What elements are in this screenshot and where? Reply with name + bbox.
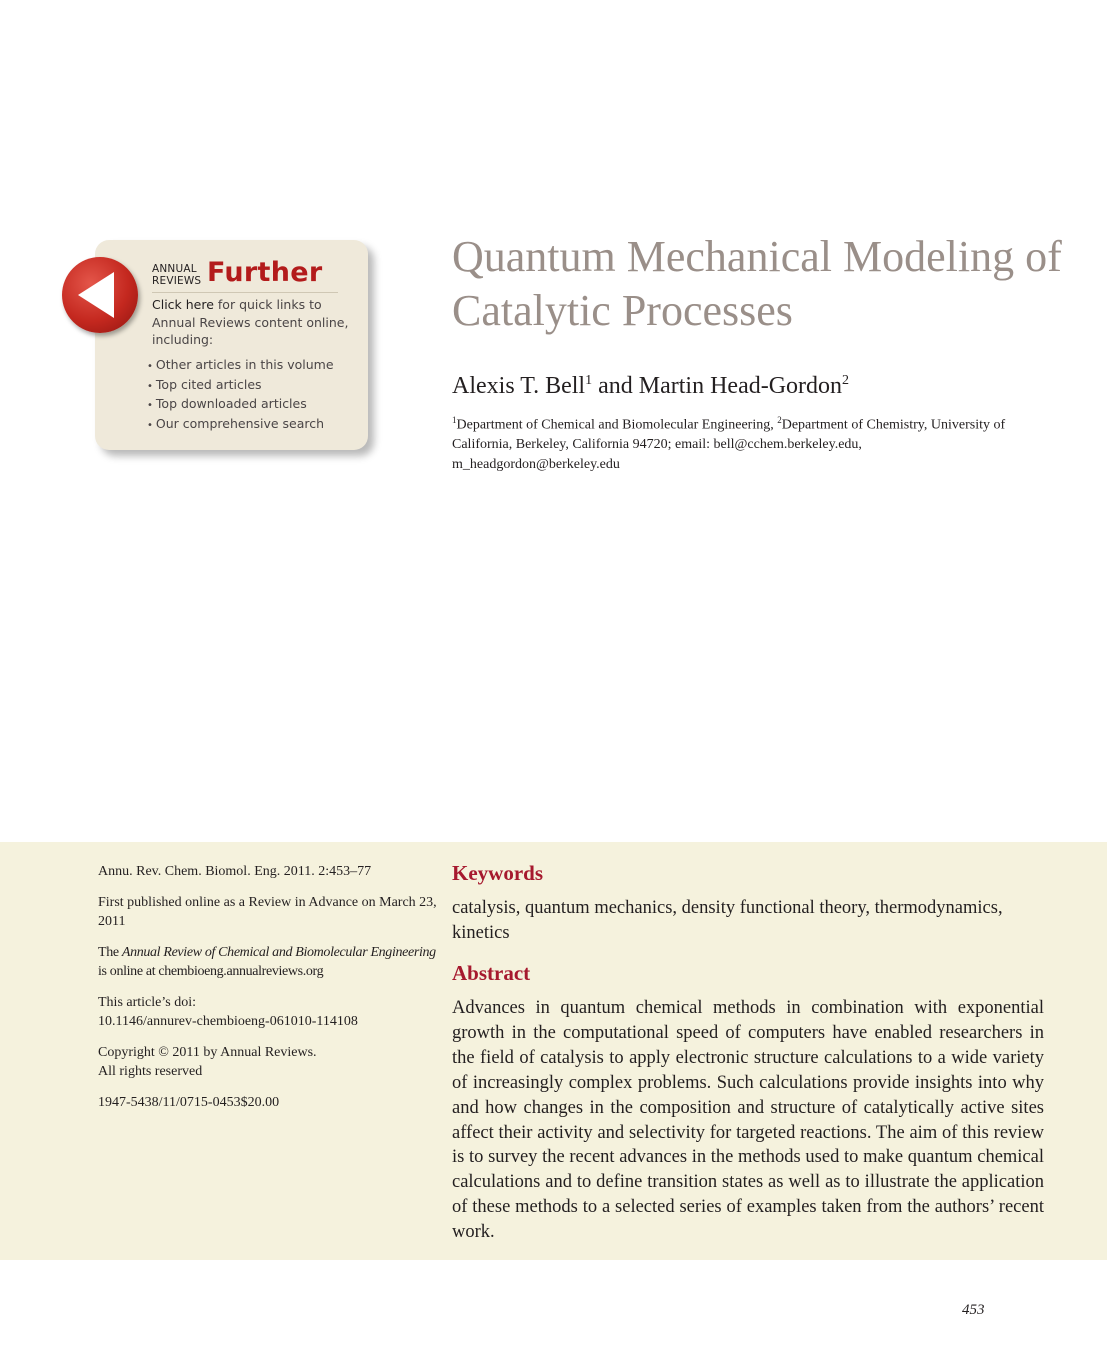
click-here-link[interactable]: Click here bbox=[152, 297, 214, 312]
affiliation-text: Department of Chemistry, University of California, Berkeley, California 94720; email: bell@cchem.berkeley.edu, m_headgordon@berkeley.edu bbox=[452, 417, 1006, 472]
journal-info bbox=[98, 943, 438, 981]
rights: All rights reserved bbox=[98, 1064, 203, 1079]
further-description-text: for quick links to Annual Reviews content online, including: bbox=[152, 297, 349, 347]
abstract-text: Advances in quantum chemical methods in combination with exponential growth in the computational speed of computers have enabled researchers in the field of catalysis to apply electronic structure calculations to a wide variety of increasingly complex problems. Such calculations provide insights into why and how changes in the composition and structure of catalytically active sites affect their activity and selectivity for targeted reactions. The aim of this review is to survey the recent advances in the methods used to make quantum chemical calculations and to define transition states as well as to illustrate the application of these methods to a selected series of examples taken from the authors’ recent work. bbox=[452, 998, 1044, 1243]
issn: 1947-5438/11/0715-0453$20.00 bbox=[98, 1095, 280, 1110]
further-link-item[interactable]: • Top downloaded articles bbox=[147, 395, 334, 415]
keywords-text: catalysis, quantum mechanics, density functional theory, thermodynamics, kinetics bbox=[452, 898, 1003, 943]
abstract-heading: Abstract bbox=[452, 961, 531, 985]
article-metadata bbox=[98, 862, 438, 1124]
author-affiliation-mark: 2 bbox=[842, 373, 850, 388]
author-joiner: and bbox=[592, 373, 639, 399]
further-link-item[interactable]: • Our comprehensive search bbox=[147, 415, 334, 435]
journal-url[interactable]: is online at chembioeng.annualreviews.org bbox=[98, 964, 324, 979]
affiliation-mark: 1 bbox=[452, 415, 457, 425]
annual-reviews-logo bbox=[152, 263, 201, 287]
article-title: Quantum Mechanical Modeling of Catalytic Processes bbox=[452, 232, 1062, 335]
doi-label: This article’s doi: bbox=[98, 995, 196, 1010]
copyright-block bbox=[98, 1043, 438, 1081]
logo-reviews: REVIEWS bbox=[152, 275, 202, 287]
further-links-list bbox=[147, 356, 334, 434]
further-heading: Further bbox=[207, 257, 323, 288]
page-number: 453 bbox=[962, 1302, 985, 1318]
author-line bbox=[452, 366, 849, 401]
author-name: Martin Head-Gordon bbox=[638, 373, 843, 399]
doi-value[interactable]: 10.1146/annurev-chembioeng-061010-114108 bbox=[98, 1014, 358, 1029]
logo-annual: ANNUAL bbox=[152, 263, 197, 275]
further-link-item[interactable]: • Other articles in this volume bbox=[147, 356, 334, 376]
citation: Annu. Rev. Chem. Biomol. Eng. 2011. 2:453–77 bbox=[98, 864, 372, 879]
affiliations bbox=[452, 411, 1012, 474]
play-back-arrow-icon[interactable] bbox=[62, 257, 138, 333]
keywords-heading: Keywords bbox=[452, 861, 543, 885]
journal-name: Annual Review of Chemical and Biomolecular Engineering bbox=[121, 945, 436, 960]
journal-prefix: The bbox=[98, 945, 122, 960]
further-description bbox=[152, 296, 352, 349]
doi-block bbox=[98, 993, 438, 1031]
first-published: First published online as a Review in Advance on March 23, 2011 bbox=[98, 895, 437, 929]
further-link-item[interactable]: • Top cited articles bbox=[147, 376, 334, 396]
copyright: Copyright © 2011 by Annual Reviews. bbox=[98, 1045, 317, 1060]
affiliation-text: Department of Chemical and Biomolecular Engineering, bbox=[456, 417, 778, 433]
author-affiliation-mark: 1 bbox=[585, 373, 593, 388]
further-divider bbox=[152, 292, 338, 293]
author-name: Alexis T. Bell bbox=[452, 373, 586, 399]
affiliation-mark: 2 bbox=[777, 415, 782, 425]
